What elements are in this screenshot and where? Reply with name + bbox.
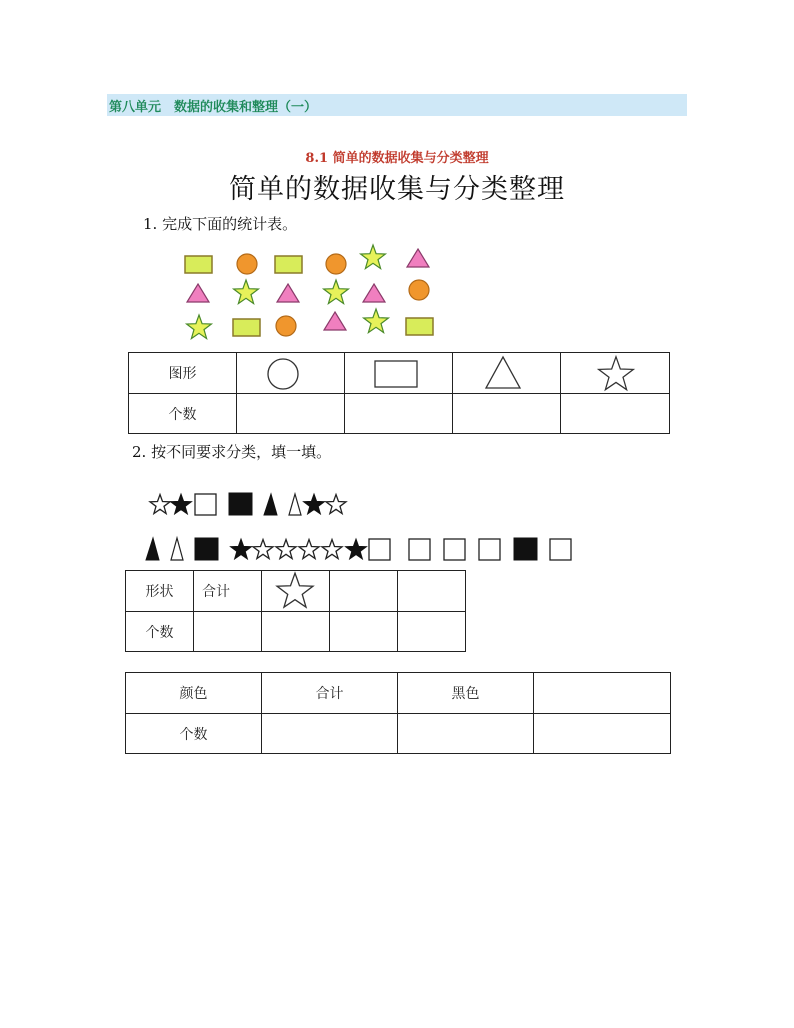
q2-shapes-row-1 — [140, 488, 360, 520]
total-header: 合计 — [194, 571, 262, 612]
answer-cell[interactable] — [398, 612, 466, 652]
row-label-color: 颜色 — [126, 673, 262, 714]
white-star — [276, 540, 296, 559]
star-shape — [234, 280, 259, 304]
q1-shapes-picture — [175, 240, 445, 345]
circle-outline-icon — [237, 353, 345, 393]
total-header: 合计 — [262, 673, 398, 714]
answer-cell[interactable] — [330, 612, 398, 652]
white-square — [479, 539, 500, 560]
black-star — [304, 495, 324, 514]
star-shape — [324, 280, 349, 304]
star-outline-icon — [561, 353, 669, 393]
rectangle-shape — [185, 256, 212, 273]
white-star — [150, 495, 170, 514]
circle-header — [237, 353, 345, 394]
black-star — [231, 540, 251, 559]
white-square — [369, 539, 390, 560]
black-star — [346, 540, 366, 559]
row-label-shape: 形状 — [126, 571, 194, 612]
triangle-header — [453, 353, 561, 394]
white-square — [444, 539, 465, 560]
black-color-header: 黑色 — [398, 673, 534, 714]
star-header — [262, 571, 330, 612]
triangle-shape — [407, 249, 429, 267]
white-star — [299, 540, 319, 559]
answer-cell[interactable] — [534, 673, 671, 714]
rectangle-header — [345, 353, 453, 394]
black-triangle — [146, 538, 159, 560]
q2-shapes-row-2 — [140, 533, 580, 565]
white-star — [326, 495, 346, 514]
answer-cell[interactable] — [398, 571, 466, 612]
lesson-title: 简单的数据收集与分类整理 — [229, 174, 565, 205]
rectangle-outline-icon — [345, 353, 453, 393]
answer-cell[interactable] — [262, 714, 398, 754]
black-star — [171, 495, 191, 514]
circle-shape — [409, 280, 429, 300]
star-shape — [364, 309, 389, 333]
black-square — [514, 538, 537, 560]
unit-banner — [107, 94, 687, 116]
question-2-prompt: 2. 按不同要求分类，填一填。 — [132, 443, 332, 461]
rectangle-shape — [406, 318, 433, 335]
triangle-shape — [277, 284, 299, 302]
answer-cell[interactable] — [561, 394, 670, 434]
triangle-shape — [324, 312, 346, 330]
answer-cell[interactable] — [345, 394, 453, 434]
triangle-shape — [187, 284, 209, 302]
white-star — [253, 540, 273, 559]
white-star — [322, 540, 342, 559]
star-outline-icon — [262, 571, 330, 611]
q1-shape-count-table — [128, 352, 670, 434]
answer-cell[interactable] — [237, 394, 345, 434]
triangle-shape — [363, 284, 385, 302]
star-header — [561, 353, 670, 394]
circle-shape — [237, 254, 257, 274]
row-label-shape: 图形 — [129, 353, 237, 394]
row-label-count: 个数 — [126, 714, 262, 754]
white-triangle — [171, 538, 183, 560]
answer-cell[interactable] — [194, 612, 262, 652]
q2-color-table — [125, 672, 671, 754]
white-square — [550, 539, 571, 560]
answer-cell[interactable] — [262, 612, 330, 652]
row-label-count: 个数 — [126, 612, 194, 652]
black-square — [195, 538, 218, 560]
circle-shape — [276, 316, 296, 336]
star-shape — [361, 245, 386, 269]
rectangle-shape — [233, 319, 260, 336]
circle-shape — [326, 254, 346, 274]
rectangle-shape — [275, 256, 302, 273]
q2-shape-table — [125, 570, 466, 652]
white-triangle — [289, 494, 301, 515]
answer-cell[interactable] — [330, 571, 398, 612]
answer-cell[interactable] — [534, 714, 671, 754]
question-1-prompt: 1. 完成下面的统计表。 — [143, 215, 298, 233]
white-square — [409, 539, 430, 560]
triangle-outline-icon — [453, 353, 561, 393]
black-triangle — [264, 494, 277, 515]
answer-cell[interactable] — [453, 394, 561, 434]
answer-cell[interactable] — [398, 714, 534, 754]
black-square — [229, 493, 252, 515]
row-label-count: 个数 — [129, 394, 237, 434]
white-square — [195, 494, 216, 515]
star-shape — [187, 315, 212, 339]
unit-title: 第八单元 数据的收集和整理（一） — [109, 100, 318, 115]
lesson-subtitle: 8.1 简单的数据收集与分类整理 — [305, 151, 489, 166]
